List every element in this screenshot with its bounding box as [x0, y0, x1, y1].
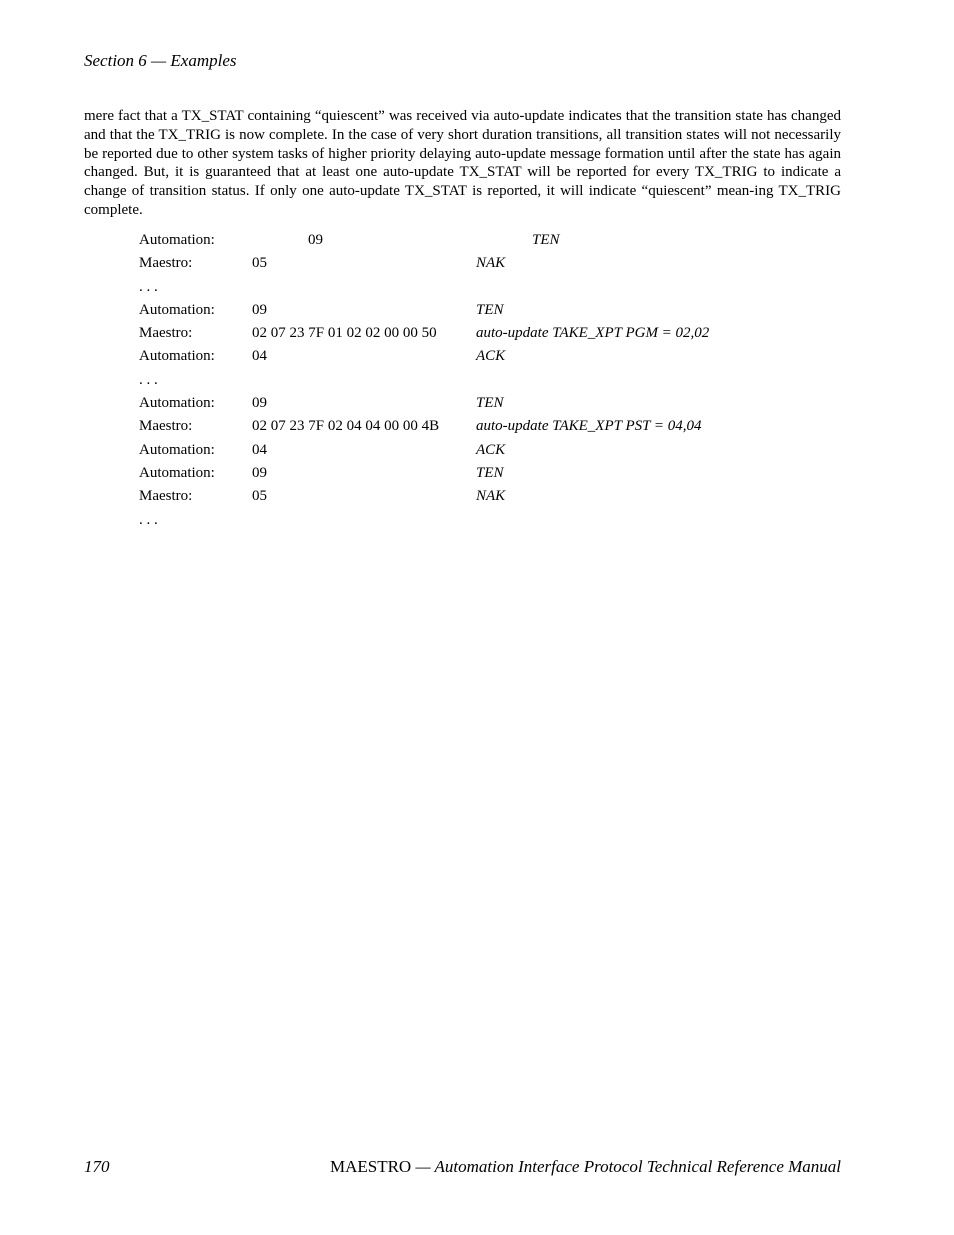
sequence-meaning: NAK: [476, 488, 506, 505]
sequence-source: Maestro:: [139, 255, 193, 272]
sequence-code: 02 07 23 7F 02 04 04 00 00 4B: [252, 418, 440, 435]
running-footer-title: [330, 1156, 841, 1178]
sequence-meaning: NAK: [476, 255, 506, 272]
sequence-row: [139, 369, 839, 392]
footer-product-name: MAESTRO: [329, 1157, 412, 1176]
sequence-code: 04: [252, 441, 267, 458]
sequence-meaning: TEN: [476, 464, 504, 481]
sequence-meaning: auto-update TAKE_XPT PGM = 02,02: [476, 325, 710, 342]
sequence-code: 05: [252, 255, 267, 272]
sequence-source: Automation:: [139, 441, 215, 458]
sequence-meaning: ACK: [476, 441, 506, 458]
sequence-code: 09: [252, 464, 267, 481]
sequence-ellipsis: . . .: [139, 371, 158, 388]
sequence-meaning: TEN: [476, 395, 504, 412]
sequence-row: [139, 462, 839, 485]
sequence-row: [139, 509, 839, 532]
sequence-source: Automation:: [139, 232, 215, 248]
sequence-source: Maestro:: [139, 418, 193, 435]
sequence-row: [139, 439, 839, 462]
sequence-ellipsis: . . .: [139, 511, 158, 528]
sequence-row: [139, 299, 839, 322]
running-header: Section 6 — Examples: [84, 51, 237, 70]
page-number: 170: [84, 1157, 110, 1176]
sequence-source: Automation:: [139, 301, 215, 318]
sequence-meaning: auto-update TAKE_XPT PST = 04,04: [476, 418, 702, 435]
sequence-code: 09: [308, 232, 323, 248]
sequence-meaning: TEN: [476, 301, 504, 318]
sequence-row: [139, 415, 839, 438]
sequence-row: [139, 229, 839, 252]
sequence-code: 05: [252, 488, 267, 505]
sequence-code: 02 07 23 7F 01 02 02 00 00 50: [252, 325, 437, 342]
sequence-code: 04: [252, 348, 267, 365]
sequence-row: [139, 276, 839, 299]
sequence-source: Maestro:: [139, 488, 193, 505]
sequence-source: Automation:: [139, 395, 215, 412]
body-paragraph: mere fact that a TX_STAT containing “quiescent” was received via auto-update indicates that the transition state has changed and that the TX_TRIG is now complete. In the case of very short duration transitions, all transition states will not necessarily be reported due to other system tasks of higher priority delaying auto-update message formation until after the state has again changed. But, it is guaranteed that at least one auto-update TX_STAT will be reported for every TX_TRIG to indicate a change of transition status. If only one auto-update TX_STAT is reported, it will indicate “quiescent” mean-ing TX_TRIG complete.: [84, 108, 841, 218]
sequence-ellipsis: . . .: [139, 278, 158, 295]
sequence-meaning: TEN: [532, 232, 560, 248]
sequence-code: 09: [252, 395, 267, 412]
sequence-row: [139, 392, 839, 415]
sequence-row: [139, 345, 839, 368]
sequence-source: Automation:: [139, 348, 215, 365]
sequence-meaning: ACK: [476, 348, 506, 365]
sequence-row: [139, 252, 839, 275]
message-sequence: [139, 229, 839, 532]
sequence-row: [139, 485, 839, 508]
footer-manual-name: — Automation Interface Protocol Technical Reference Manual: [411, 1157, 841, 1176]
sequence-code: 09: [252, 301, 267, 318]
sequence-source: Maestro:: [139, 325, 193, 342]
sequence-row: [139, 322, 839, 345]
sequence-source: Automation:: [139, 464, 215, 481]
